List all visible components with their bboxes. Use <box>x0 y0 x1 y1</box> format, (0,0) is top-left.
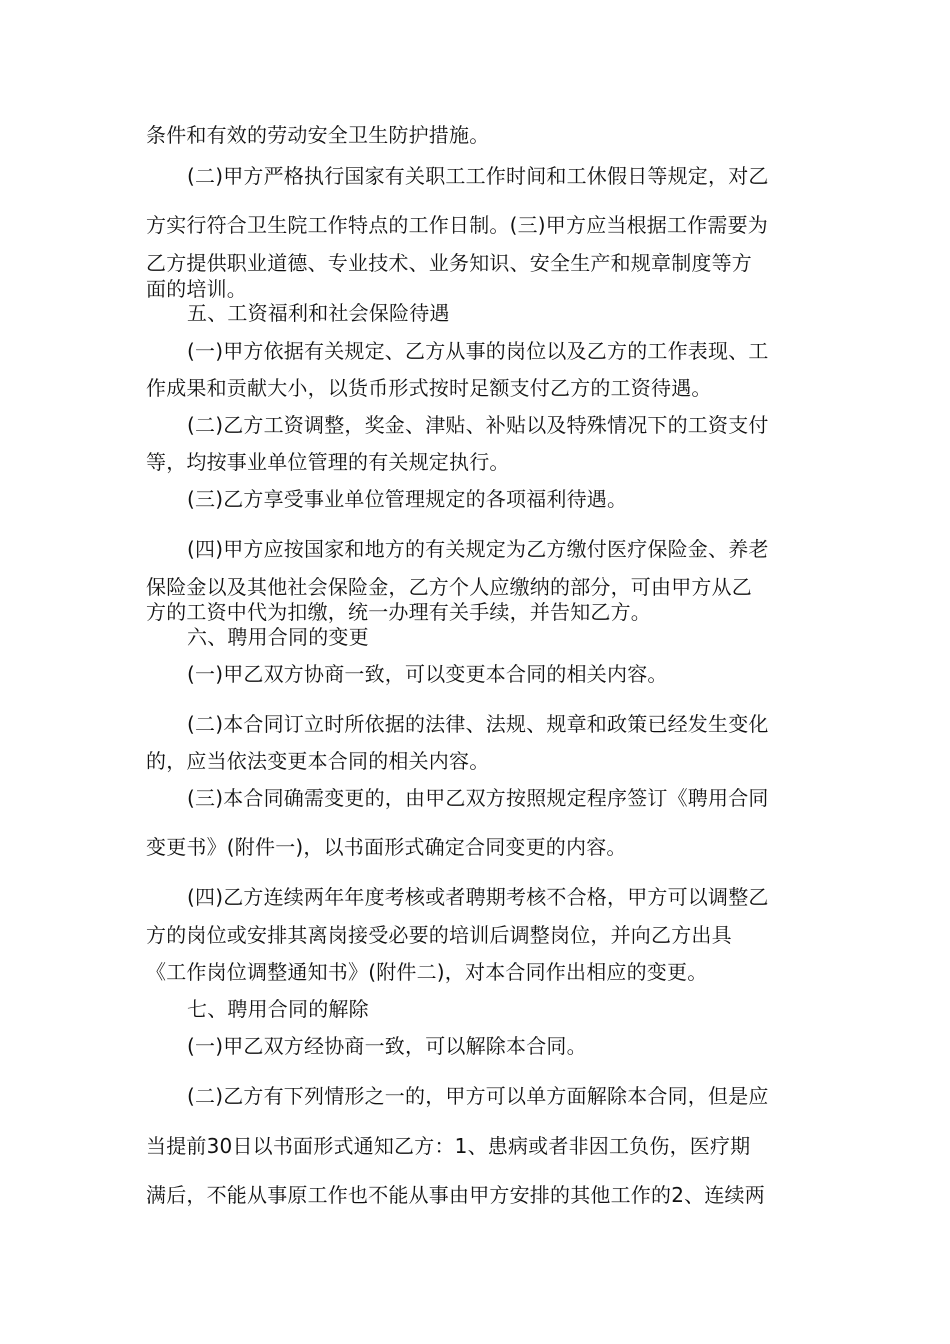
text-line: 的，应当依法变更本合同的相关内容。 <box>146 749 490 773</box>
text-line: 当提前30日以书面形式通知乙方：1、患病或者非因工负伤，医疗期 <box>146 1134 751 1158</box>
text-line: 方实行符合卫生院工作特点的工作日制。(三)甲方应当根据工作需要为 <box>146 213 769 237</box>
text-line: (一)甲乙双方协商一致，可以变更本合同的相关内容。 <box>187 662 668 686</box>
text-line: (二)乙方工资调整，奖金、津贴、补贴以及特殊情况下的工资支付 <box>187 413 769 437</box>
text-line: 变更书》(附件一)，以书面形式确定合同变更的内容。 <box>146 835 627 859</box>
text-line: 面的培训。 <box>146 277 247 301</box>
text-line: (二)乙方有下列情形之一的，甲方可以单方面解除本合同，但是应 <box>187 1084 769 1108</box>
section-heading: 七、聘用合同的解除 <box>187 997 369 1021</box>
text-line: 条件和有效的劳动安全卫生防护措施。 <box>146 123 490 147</box>
text-line: 保险金以及其他社会保险金，乙方个人应缴纳的部分，可由甲方从乙 <box>146 575 752 599</box>
text-line: (四)甲方应按国家和地方的有关规定为乙方缴付医疗保险金、养老 <box>187 537 769 561</box>
text-line: 作成果和贡献大小，以货币形式按时足额支付乙方的工资待遇。 <box>146 376 712 400</box>
text-line: 满后，不能从事原工作也不能从事由甲方安排的其他工作的2、连续两 <box>146 1183 765 1207</box>
text-line: 乙方提供职业道德、专业技术、业务知识、安全生产和规章制度等方 <box>146 251 752 275</box>
text-line: 方的岗位或安排其离岗接受必要的培训后调整岗位，并向乙方出具 <box>146 923 732 947</box>
text-line: (二)甲方严格执行国家有关职工工作时间和工休假日等规定，对乙 <box>187 164 769 188</box>
text-line: 等，均按事业单位管理的有关规定执行。 <box>146 450 510 474</box>
text-line: (二)本合同订立时所依据的法律、法规、规章和政策已经发生变化 <box>187 712 769 736</box>
text-line: 方的工资中代为扣缴，统一办理有关手续，并告知乙方。 <box>146 600 651 624</box>
text-line: (四)乙方连续两年年度考核或者聘期考核不合格，甲方可以调整乙 <box>187 885 769 909</box>
text-line: (一)甲乙双方经协商一致，可以解除本合同。 <box>187 1034 587 1058</box>
text-line: (三)乙方享受事业单位管理规定的各项福利待遇。 <box>187 487 628 511</box>
section-heading: 六、聘用合同的变更 <box>187 625 369 649</box>
section-heading: 五、工资福利和社会保险待遇 <box>187 301 450 325</box>
text-line: 《工作岗位调整通知书》(附件二)，对本合同作出相应的变更。 <box>146 960 708 984</box>
text-line: (三)本合同确需变更的，由甲乙双方按照规定程序签订《聘用合同 <box>187 786 769 810</box>
text-line: (一)甲方依据有关规定、乙方从事的岗位以及乙方的工作表现、工 <box>187 339 769 363</box>
